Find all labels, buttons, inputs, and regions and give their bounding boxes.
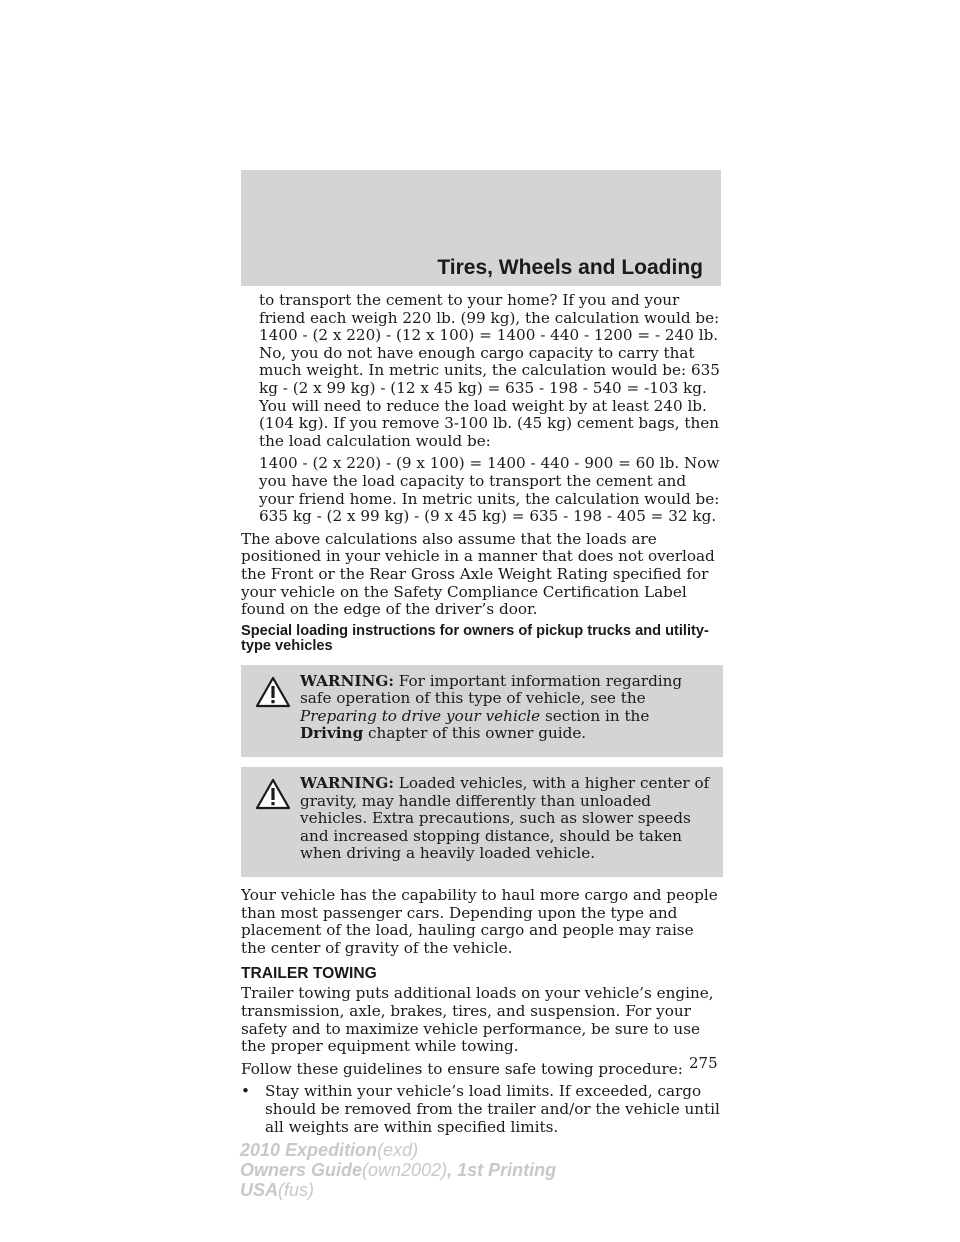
warning-triangle-icon <box>255 778 291 810</box>
paragraph-calc-continued: to transport the cement to your home? If you and your friend each weigh 220 lb. (99 kg), the calculation would be: 1400 - (2 x 220) - (12 x 100) = 1400 - 440 - 1200 = - 240 lb. No, you do not have enough cargo capacity to carry that much weight. In metric units, the calculation would be: 635 kg - (2 x 99 kg) - (12 x 45 kg) = 635 - 198 - 540 = -103 kg. You will need to reduce the load weight by at least 240 lb. (104 kg). If you remove 3-100 lb. (45 kg) cement bags, then the load calculation would be: <box>259 291 720 450</box>
subheading-special-loading: Special loading instructions for owners of pickup trucks and utility-type vehicles <box>241 622 709 654</box>
paragraph-axle-note: The above calculations also assume that the loads are positioned in your vehicle in a manner that does not overload the Front or the Rear Gross Axle Weight Rating specified for your vehicle on the Safety Compliance Certification Label found on the edge of the driver’s door. <box>241 529 715 619</box>
page-number: 275 <box>689 1054 718 1072</box>
warning-box-center-of-gravity <box>241 767 723 877</box>
list-item-text: Stay within your vehicle’s load limits. If exceeded, cargo should be removed from the trailer and/or the vehicle until all weights are within specified limits. <box>265 1082 720 1136</box>
paragraph-towing-loads: Trailer towing puts additional loads on your vehicle’s engine, transmission, axle, brakes, tires, and suspension. For your safety and to maximize vehicle performance, be sure to use the proper equipment while towing. <box>241 984 714 1056</box>
page-content <box>241 292 723 1141</box>
paragraph-cargo-capability: Your vehicle has the capability to haul more cargo and people than most passenger cars. Depending upon the type and placement of the load, hauling cargo and people may raise the center of gravity of the vehicle. <box>241 886 718 957</box>
bullet-mark: • <box>241 1082 250 1101</box>
warning-text-center-of-gravity: WARNING: Loaded vehicles, with a higher center of gravity, may handle differently than unloaded vehicles. Extra precautions, such as slower speeds and increased stopping distance, should be taken when driving a heavily loaded vehicle. <box>300 774 710 863</box>
header-band <box>241 170 721 286</box>
paragraph-guidelines-intro: Follow these guidelines to ensure safe towing procedure: <box>241 1059 683 1078</box>
footer-line-3: USA(fus) <box>240 1180 315 1200</box>
section-title: Tires, Wheels and Loading <box>437 256 703 279</box>
footer-print-info <box>240 1140 556 1200</box>
reference-driving-chapter: Driving <box>300 724 364 743</box>
paragraph-calc-revised: 1400 - (2 x 220) - (9 x 100) = 1400 - 440 - 900 = 60 lb. Now you have the load capacity to transport the cement and your friend home. In metric units, the calculation would be: 635 kg - (2 x 99 kg) - (9 x 45 kg) = 635 - 198 - 405 = 32 kg. <box>259 454 720 526</box>
list-item <box>241 1083 723 1136</box>
footer-line-1: 2010 Expedition(exd) <box>240 1140 419 1160</box>
warning-text-safe-operation: WARNING: For important information regarding safe operation of this type of vehicle, see the Preparing to drive your vehicle section in the Driving chapter of this owner guide. <box>300 671 683 743</box>
warning-box-safe-operation <box>241 665 723 757</box>
footer-line-2: Owners Guide(own2002), 1st Printing <box>240 1160 557 1180</box>
warning-label: WARNING: <box>300 671 394 690</box>
reference-preparing-to-drive: Preparing to drive your vehicle <box>300 706 541 725</box>
warning-label: WARNING: <box>300 774 394 793</box>
warning-triangle-icon <box>255 676 291 708</box>
heading-trailer-towing: TRAILER TOWING <box>241 965 377 983</box>
